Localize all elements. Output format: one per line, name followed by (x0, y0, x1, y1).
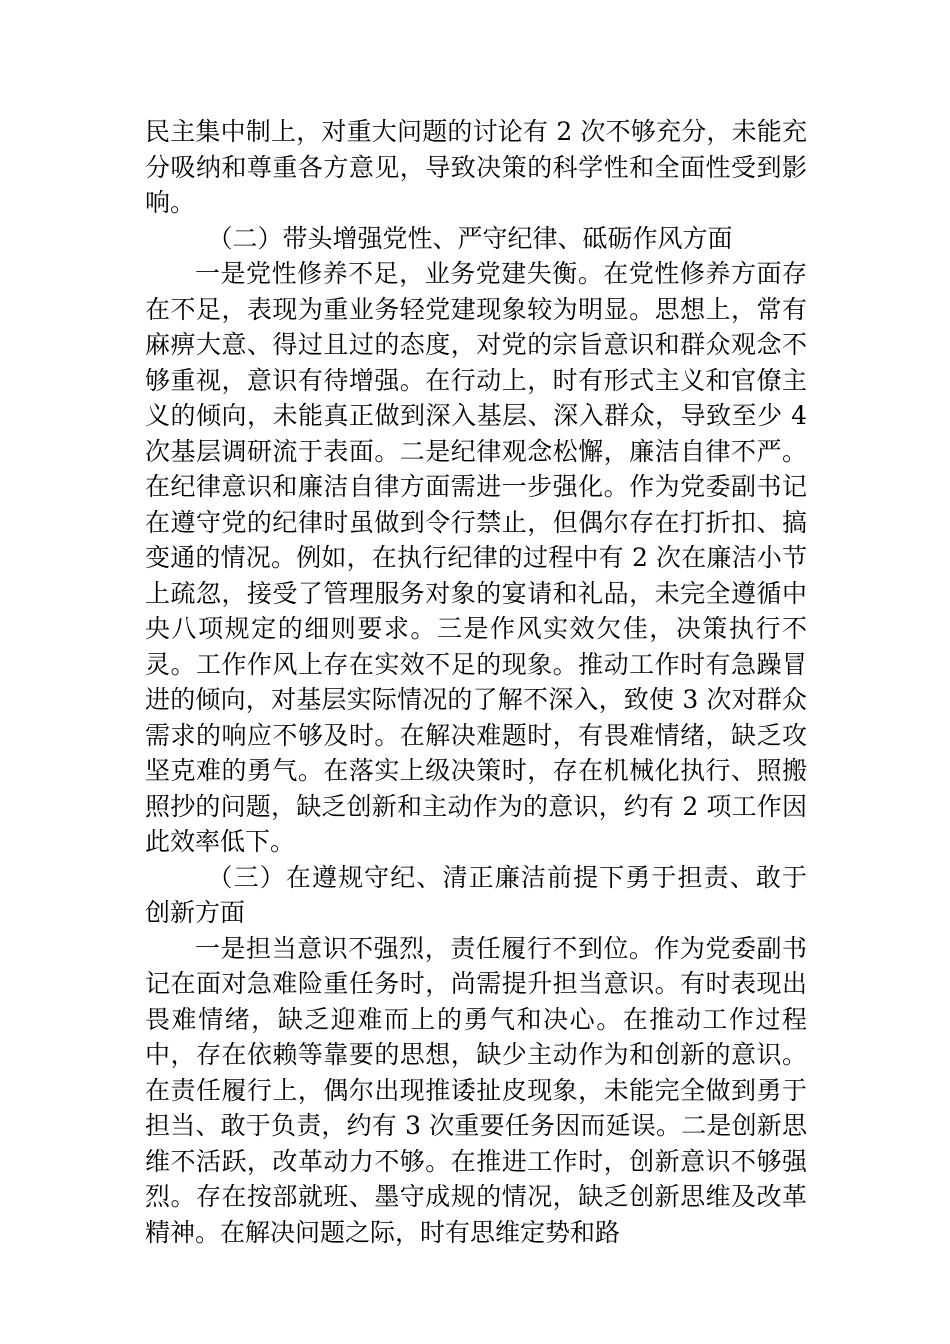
section-heading-2: （二）带头增强党性、严守纪律、砥砺作风方面 (207, 223, 733, 253)
paragraph-responsibility: 一是担当意识不强烈，责任履行不到位。作为党委副书记在面对急难险重任务时，尚需提升担当意识。有时表现出畏难情绪，缺乏迎难而上的勇气和决心。在推动工作过程中，存在依赖等靠要的思想，缺少主动作为和创新的意识。在责任履行上，偶尔出现推诿扯皮现象，未能完全做到勇于担当、敢于负责，约有 3 次重要任务因而延误。二是创新思维不活跃，改革动力不够。在推进工作时，创新意识不够强烈。存在按部就班、墨守成规的情况，缺乏创新思维及改革精神。在解决问题之际，时有思维定势和路 (145, 933, 807, 1247)
paragraph-party-spirit: 一是党性修养不足，业务党建失衡。在党性修养方面存在不足，表现为重业务轻党建现象较为明显。思想上，常有麻痹大意、得过且过的态度，对党的宗旨意识和群众观念不够重视，意识有待增强。在行动上，时有形式主义和官僚主义的倾向，未能真正做到深入基层、深入群众，导致至少 4 次基层调研流于表面。二是纪律观念松懈，廉洁自律不严。在纪律意识和廉洁自律方面需进一步强化。作为党委副书记在遵守党的纪律时虽做到令行禁止，但偶尔存在打折扣、搞变通的情况。例如，在执行纪律的过程中有 2 次在廉洁小节上疏忽，接受了管理服务对象的宴请和礼品，未完全遵循中央八项规定的细则要求。三是作风实效欠佳，决策执行不灵。工作作风上存在实效不足的现象。推动工作时有急躁冒进的倾向，对基层实际情况的了解不深入，致使 3 次对群众需求的响应不够及时。在解决难题时，有畏难情绪，缺乏攻坚克难的勇气。在落实上级决策时，存在机械化执行、照搬照抄的问题，缺乏创新和主动作为的意识，约有 2 项工作因此效率低下。 (145, 259, 807, 856)
section-heading-3: （三）在遵规守纪、清正廉洁前提下勇于担责、敢于创新方面 (145, 862, 807, 927)
document-body (145, 114, 807, 1250)
paragraph-democratic-centralism: 民主集中制上，对重大问题的讨论有 2 次不够充分，未能充分吸纳和尊重各方意见，导致决策的科学性和全面性受到影响。 (145, 117, 807, 217)
